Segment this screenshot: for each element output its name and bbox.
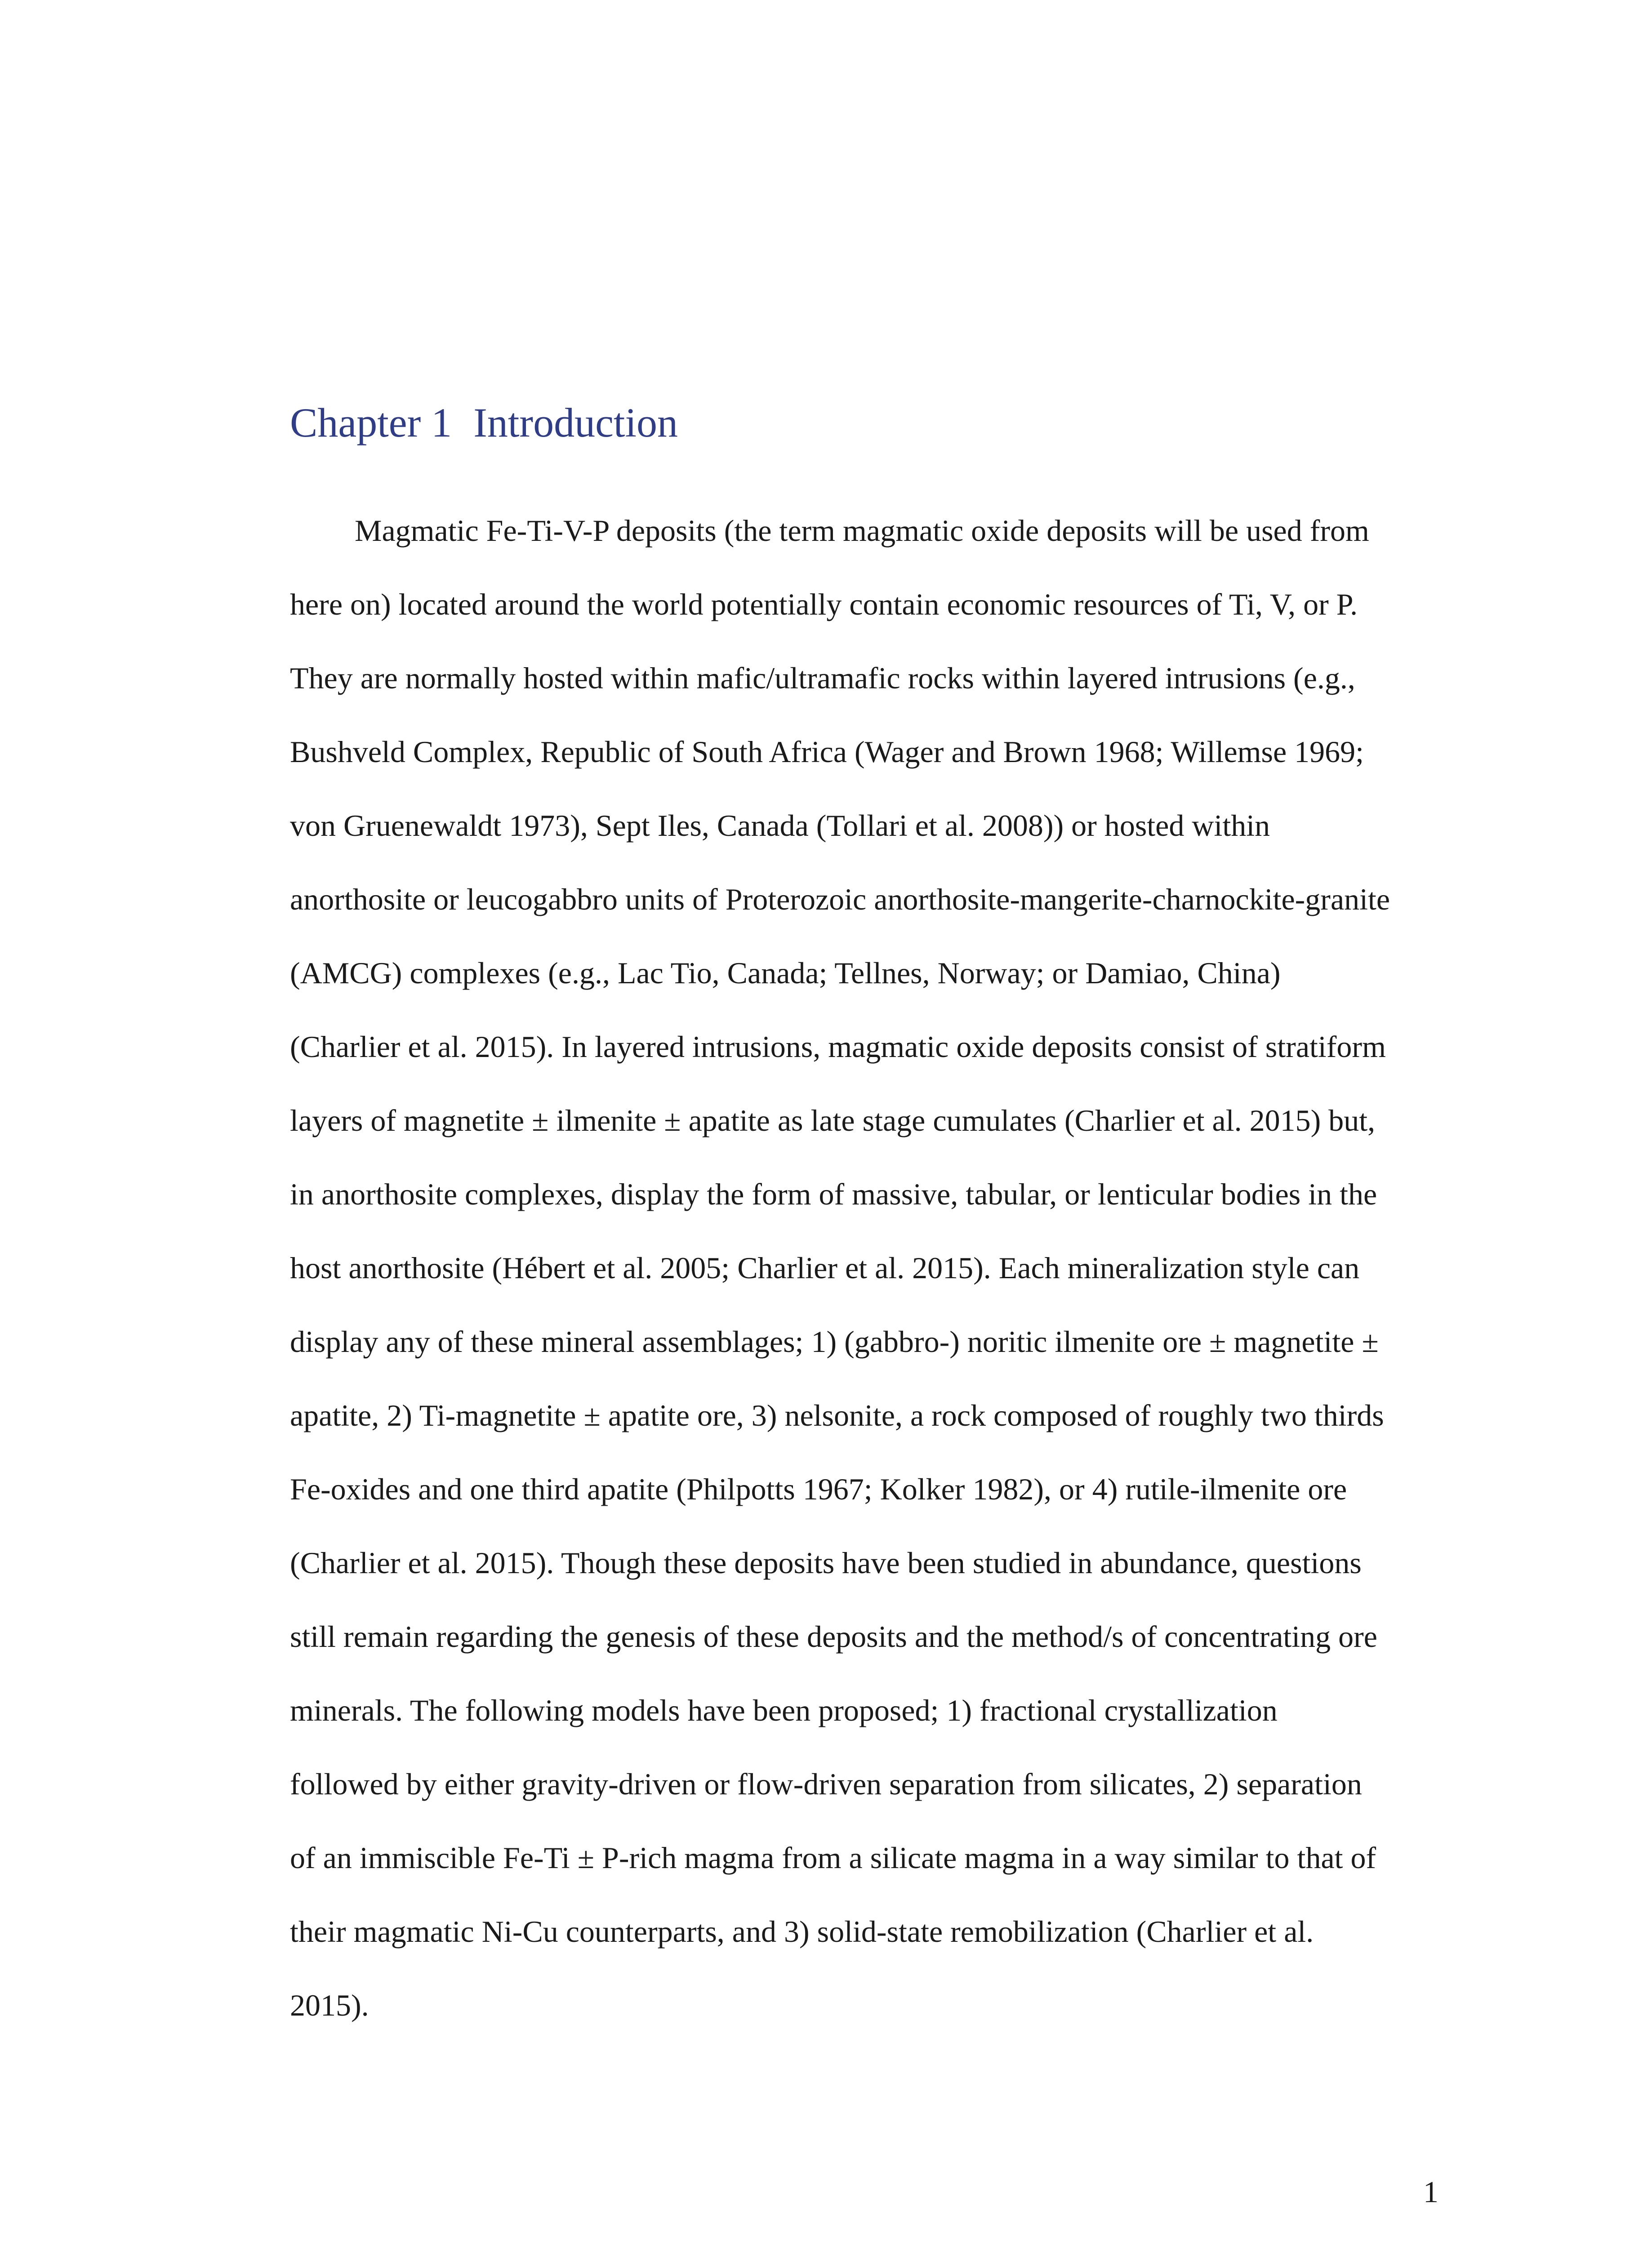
paragraph-line: Magmatic Fe-Ti-V-P deposits (the term magmatic oxide deposits will be used from	[355, 513, 1369, 548]
paragraph-line: followed by either gravity-driven or flow-driven separation from silicates, 2) separation	[290, 1767, 1362, 1801]
paragraph-line: layers of magnetite ± ilmenite ± apatite as late stage cumulates (Charlier et al. 2015) but,	[290, 1103, 1376, 1137]
paragraph-line: They are normally hosted within mafic/ultramafic rocks within layered intrusions (e.g.,	[290, 661, 1355, 695]
paragraph-line: minerals. The following models have been proposed; 1) fractional crystallization	[290, 1693, 1278, 1727]
paragraph-line: in anorthosite complexes, display the form of massive, tabular, or lenticular bodies in the	[290, 1177, 1377, 1211]
chapter-title: Introduction	[473, 400, 678, 446]
chapter-number: Chapter 1	[290, 400, 452, 446]
paragraph-line: (AMCG) complexes (e.g., Lac Tio, Canada; Tellnes, Norway; or Damiao, China)	[290, 956, 1281, 990]
page-number: 1	[1423, 2175, 1438, 2209]
paragraph-line: still remain regarding the genesis of these deposits and the method/s of concentrating ore	[290, 1619, 1377, 1654]
paragraph-line: apatite, 2) Ti-magnetite ± apatite ore, 3) nelsonite, a rock composed of roughly two thirds	[290, 1398, 1384, 1432]
paragraph-line: display any of these mineral assemblages; 1) (gabbro-) noritic ilmenite ore ± magnetite ±	[290, 1325, 1379, 1359]
chapter-heading	[290, 396, 1504, 450]
paragraph-line: of an immiscible Fe-Ti ± P-rich magma from a silicate magma in a way similar to that of	[290, 1841, 1376, 1875]
paragraph-line: (Charlier et al. 2015). In layered intrusions, magmatic oxide deposits consist of stratiform	[290, 1030, 1386, 1064]
paragraph-line: host anorthosite (Hébert et al. 2005; Charlier et al. 2015). Each mineralization style can	[290, 1251, 1360, 1285]
paragraph-line: 2015).	[290, 1988, 369, 2022]
paragraph-line: their magmatic Ni-Cu counterparts, and 3) solid-state remobilization (Charlier et al.	[290, 1914, 1314, 1949]
introduction-paragraph	[290, 494, 1436, 2042]
paragraph-line: (Charlier et al. 2015). Though these deposits have been studied in abundance, questions	[290, 1546, 1362, 1580]
paragraph-line: Bushveld Complex, Republic of South Africa (Wager and Brown 1968; Willemse 1969;	[290, 735, 1364, 769]
paragraph-line: von Gruenewaldt 1973), Sept Iles, Canada (Tollari et al. 2008)) or hosted within	[290, 808, 1270, 843]
paragraph-line: Fe-oxides and one third apatite (Philpotts 1967; Kolker 1982), or 4) rutile-ilmenite ore	[290, 1472, 1347, 1506]
paragraph-line: anorthosite or leucogabbro units of Proterozoic anorthosite-mangerite-charnockite-granite	[290, 882, 1390, 916]
paragraph-line: here on) located around the world potentially contain economic resources of Ti, V, or P.	[290, 587, 1358, 621]
